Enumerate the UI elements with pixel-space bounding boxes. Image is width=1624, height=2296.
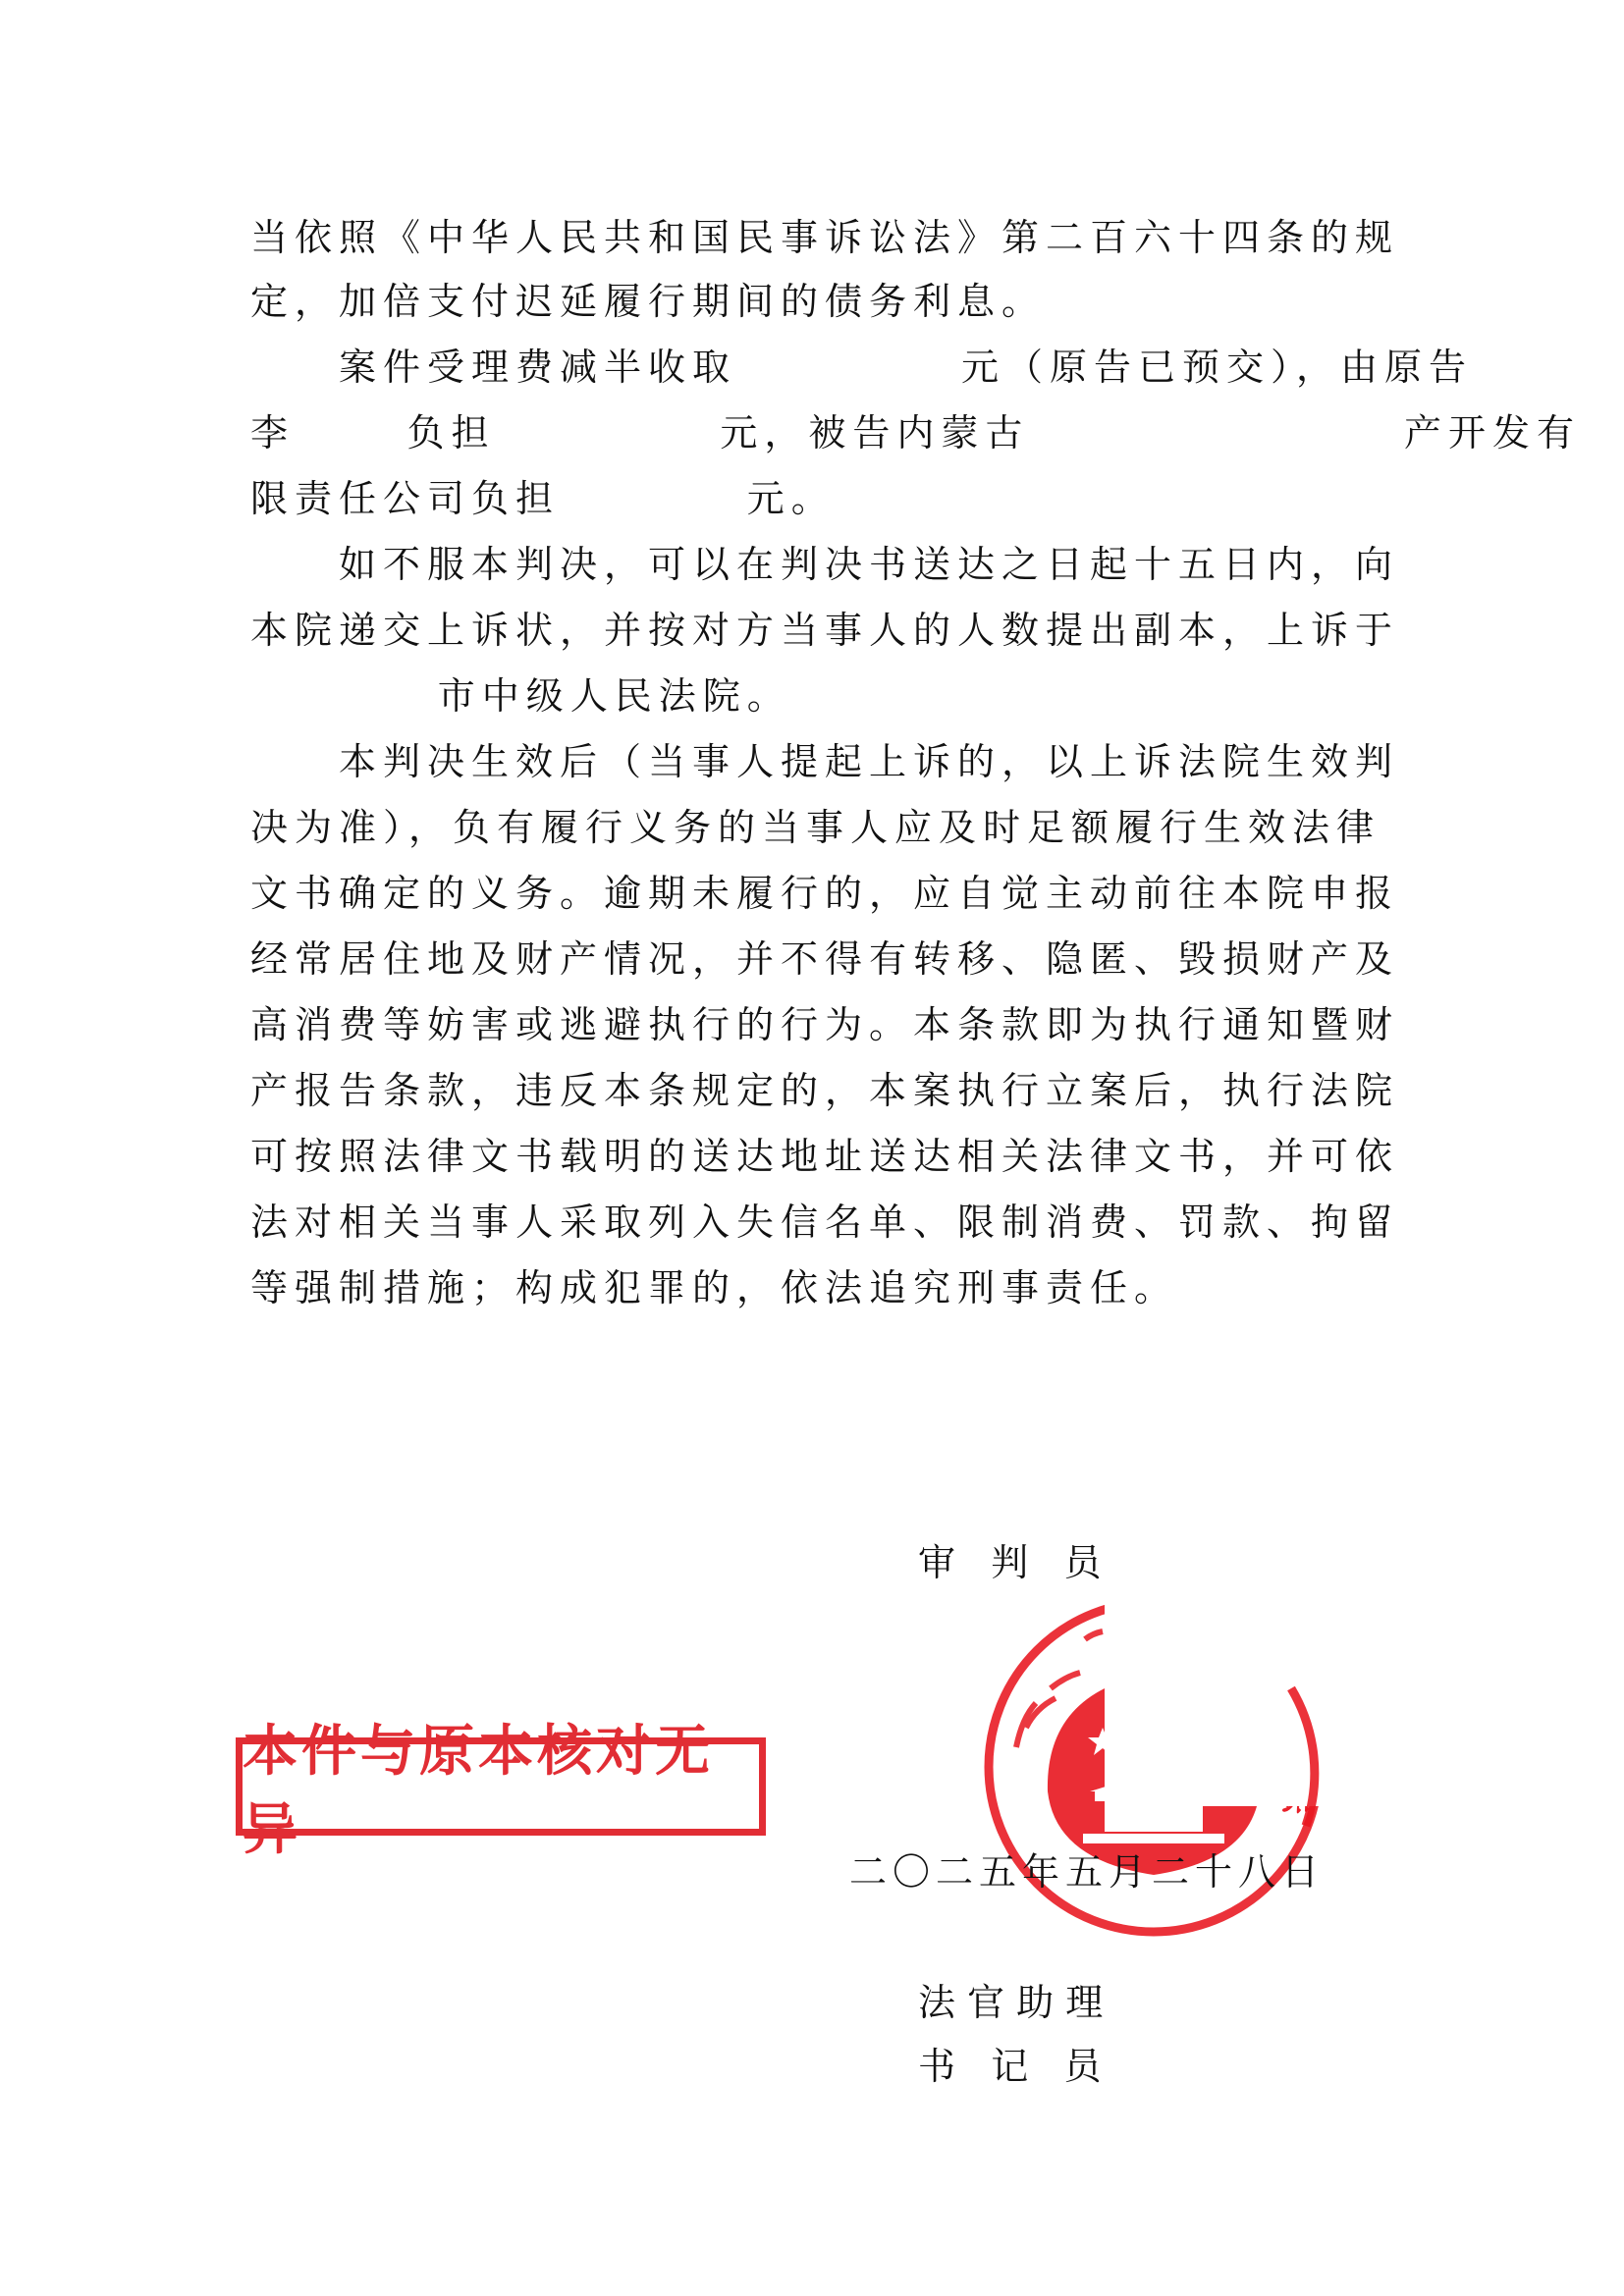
body-text-line: 决为准），负有履行义务的当事人应及时足额履行生效法律 (250, 806, 1381, 849)
body-text-line: 可按照法律文书载明的送达地址送达相关法律文书，并可依 (250, 1135, 1400, 1178)
body-text-line: 等强制措施；构成犯罪的，依法追究刑事责任。 (250, 1266, 1179, 1309)
body-text-line: 案件受理费减半收取 元（原告已预交），由原告 (339, 346, 1473, 389)
body-text-line: 经常居住地及财产情况，并不得有转移、隐匿、毁损财产及 (250, 937, 1400, 981)
assistant-label: 法 官 助 理 (918, 1981, 1104, 2024)
body-text-line: 如不服本判决，可以在判决书送达之日起十五日内，向 (339, 543, 1400, 586)
verified-copy-stamp-text: 本件与原本核对无异 (243, 1720, 714, 1860)
body-text-line: 李 负担 元，被告内蒙古 产开发有 (250, 411, 1582, 454)
judge-label: 审 判 员 (918, 1541, 1102, 1584)
body-text-line: 定，加倍支付迟延履行期间的债务利息。 (250, 280, 1047, 323)
verified-copy-stamp (236, 1720, 766, 1860)
date-line: 二〇二五年五月二十八日 (849, 1850, 1326, 1894)
clerk-label: 书 记 员 (918, 2045, 1102, 2088)
body-text-line: 高消费等妨害或逃避执行的行为。本条款即为执行通知暨财 (250, 1003, 1400, 1046)
body-text-line: 文书确定的义务。逾期未履行的，应自觉主动前往本院申报 (250, 872, 1400, 915)
body-text-line: 限责任公司负担 元。 (250, 477, 836, 520)
body-text-line: 产报告条款，违反本条规定的，本案执行立案后，执行法院 (250, 1069, 1400, 1112)
body-text-line: 当依照《中华人民共和国民事诉讼法》第二百六十四条的规 (250, 216, 1400, 259)
body-text-line: 本院递交上诉状，并按对方当事人的人数提出副本，上诉于 (250, 609, 1400, 652)
body-text-line: 法对相关当事人采取列入失信名单、限制消费、罚款、拘留 (250, 1201, 1400, 1244)
body-text-line: 本判决生效后（当事人提起上诉的，以上诉法院生效判 (339, 740, 1400, 783)
body-text-line: 市中级人民法院。 (250, 674, 791, 718)
